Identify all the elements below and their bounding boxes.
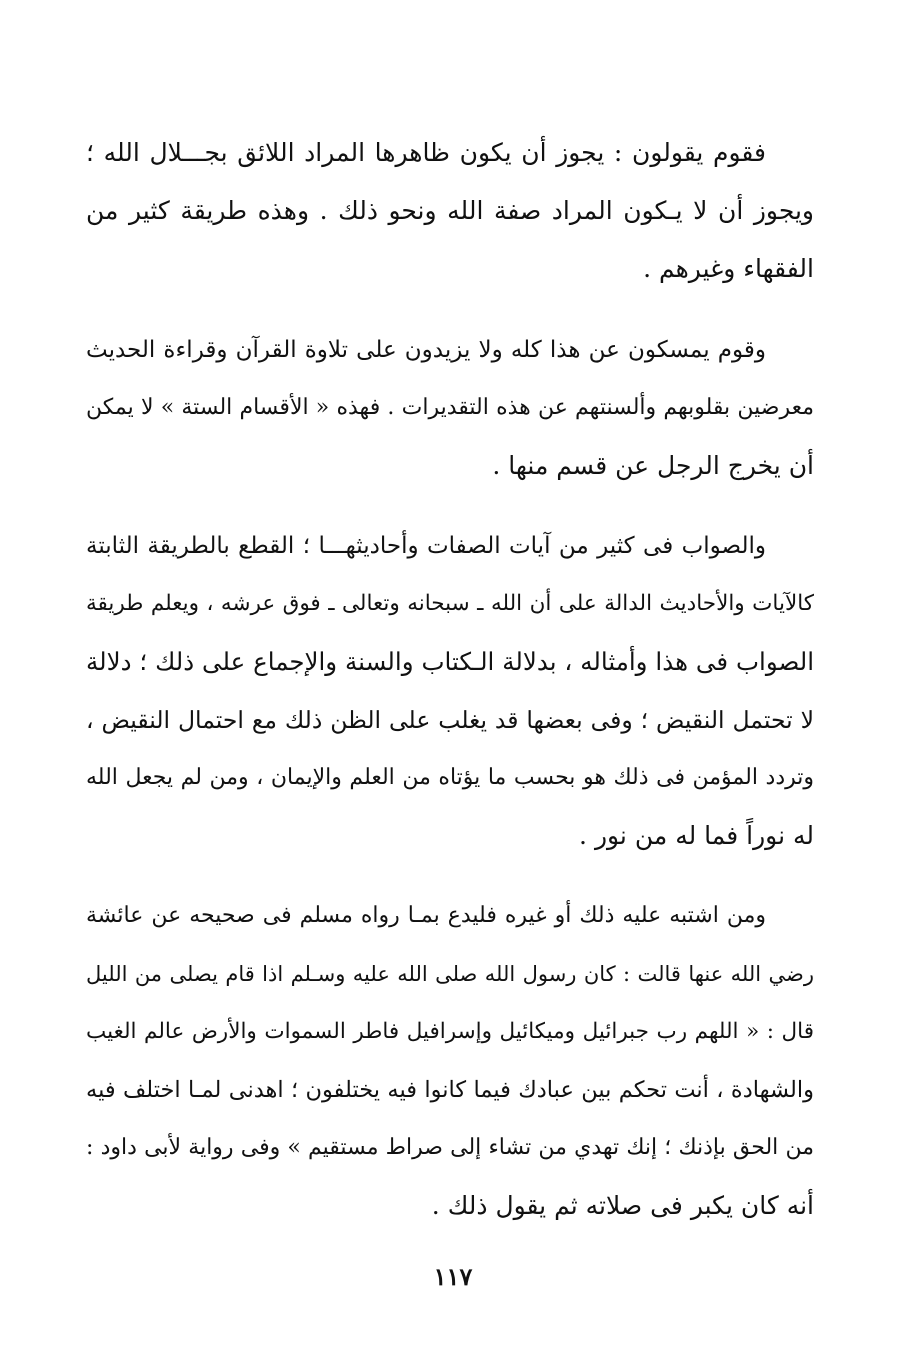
paragraph-2 [86, 321, 814, 495]
text-line: الفقهاء وغيرهم . [643, 254, 814, 283]
text-line: ومن اشتبه عليه ذلك أو غيره فليدع بمـا رواه مسلم فى صحيحه عن عائشة [86, 903, 766, 928]
text-line: لا تحتمل النقيض ؛ وفى بعضها قد يغلب على الظن ذلك مع احتمال النقيض ، [86, 706, 814, 734]
text-line: رضي الله عنها قالت : كان رسول الله صلى الله عليه وسـلم اذا قام يصلى من الليل [86, 962, 814, 986]
text-line: ويجوز أن لا يـكون المراد صفة الله ونحو ذلك . وهذه طريقة كثير من [86, 196, 814, 225]
text-line: وتردد المؤمن فى ذلك هو بحسب ما يؤتاه من العلم والإيمان ، ومن لم يجعل الله [86, 765, 814, 790]
text-line: والشهادة ، أنت تحكم بين عبادك فيما كانوا فيه يختلفون ؛ اهدنى لمـا اختلف فيه [86, 1077, 814, 1103]
text-line: الصواب فى هذا وأمثاله ، بدلالة الـكتاب والسنة والإجماع على ذلك ؛ دلالة [86, 647, 814, 676]
text-line: كالآيات والأحاديث الدالة على أن الله ـ سبحانه وتعالى ـ فوق عرشه ، ويعلم طريقة [86, 591, 814, 616]
text-line: فقوم يقولون : يجوز أن يكون ظاهرها المراد اللائق بجـــلال الله ؛ [86, 138, 766, 167]
text-line: والصواب فى كثير من آيات الصفات وأحاديثهـــا ؛ القطع بالطريقة الثابتة [86, 533, 766, 559]
text-line: أنه كان يكبر فى صلاته ثم يقول ذلك . [431, 1191, 814, 1220]
paragraph-3 [86, 517, 814, 865]
paragraph-1 [86, 124, 814, 298]
paragraph-4 [86, 887, 814, 1235]
text-line: وقوم يمسكون عن هذا كله ولا يزيدون على تلاوة القرآن وقراءة الحديث [86, 337, 766, 363]
text-line: أن يخرج الرجل عن قسم منها . [492, 451, 814, 480]
text-line: له نوراً فما له من نور . [579, 821, 814, 850]
text-line: من الحق بإذنك ؛ إنك تهدي من تشاء إلى صراط مستقيم » وفى رواية لأبى داود : [86, 1135, 814, 1160]
text-line: قال : « اللهم رب جبرائيل وميكائيل وإسرافيل فاطر السموات والأرض عالم الغيب [86, 1019, 814, 1044]
page-number: ١١٧ [433, 1262, 473, 1291]
text-line: معرضين بقلوبهم وألسنتهم عن هذه التقديرات . فهذه « الأقسام الستة » لا يمكن [86, 395, 814, 420]
